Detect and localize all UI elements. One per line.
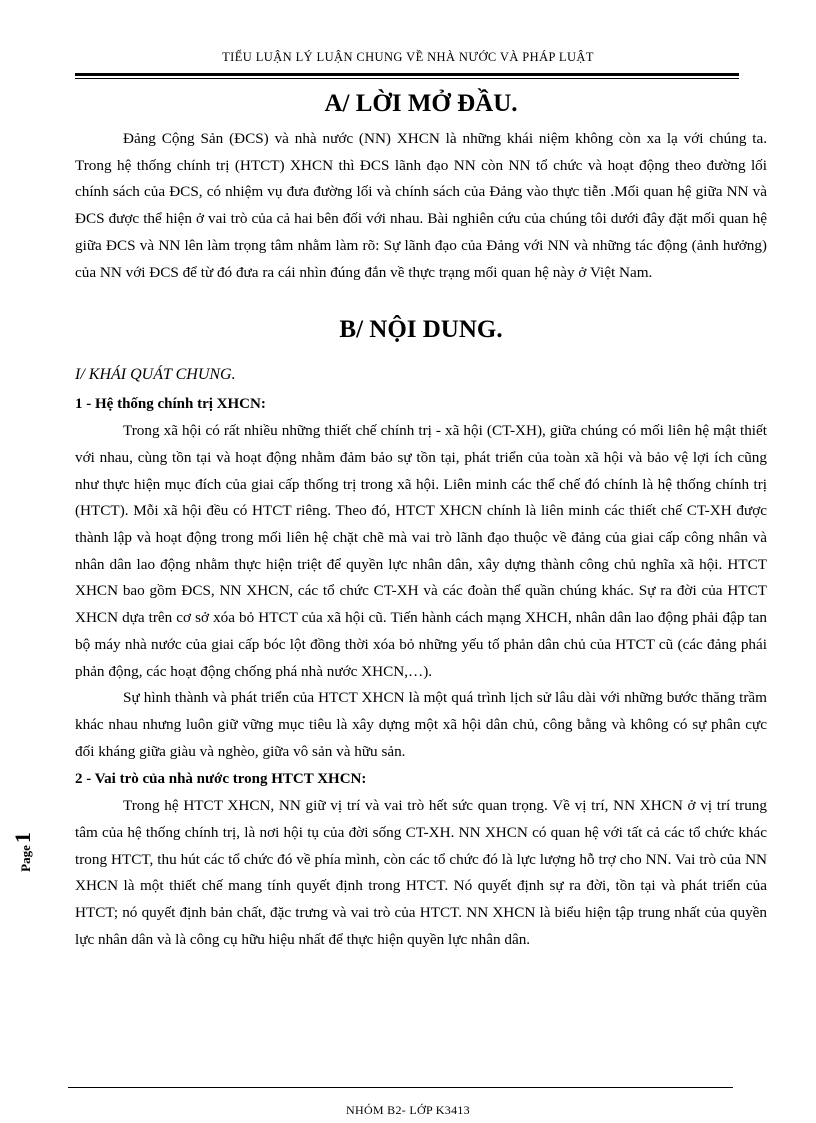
document-body — [75, 82, 767, 954]
subsection-1-heading: 1 - Hệ thống chính trị XHCN: — [75, 396, 266, 413]
section-a-title: A/ LỜI MỞ ĐẦU. — [324, 90, 518, 117]
intro-paragraph: Đảng Cộng Sản (ĐCS) và nhà nước (NN) XHCN là những khái niệm không còn xa lạ với chúng ta. Trong hệ thống chính trị (HTCT) XHCN thì ĐCS lãnh đạo NN còn NN tổ chức và hoạt động theo đường lối chính sách của ĐCS, có nhiệm vụ đưa đường lối và chính sách của Đảng vào thực tiễn .Mối quan hệ giữa NN và ĐCS được thể hiện ở vai trò của cả hai bên đối với nhau. Bài nghiên cứu của chúng tôi dưới đây đặt mối quan hệ giữa ĐCS và NN lên làm trọng tâm nhằm làm rõ: Sự lãnh đạo của Đảng với NN và những tác động (ảnh hưởng) của NN với ĐCS để từ đó đưa ra cái nhìn đúng đắn về thực trạng mối quan hệ này ở Việt Nam. — [75, 130, 767, 281]
header-rule-thick — [75, 73, 739, 76]
page-number: 1 — [10, 832, 35, 844]
subsection-2-paragraph: Trong hệ HTCT XHCN, NN giữ vị trí và vai trò hết sức quan trọng. Về vị trí, NN XHCN ở vị trí trung tâm của hệ thống chính trị, là nơi hội tụ của đời sống CT-XH. NN XHCN có quan hệ với tất cả các tổ chức khác trong HTCT, thu hút các tổ chức đó về phía mình, còn các tổ chức đó là lực lượng hỗ trợ cho NN. Vai trò của NN XHCN là một thiết chế mang tính quyết định trong HTCT. Nó quyết định sự ra đời, tồn tại và phát triển của HTCT; nó quyết định bản chất, đặc trưng và vai trò của HTCT. NN XHCN là biểu hiện tập trung nhất của quyền lực nhân dân và là công cụ hữu hiệu nhất để thực hiện quyền lực nhân dân. — [75, 797, 767, 948]
subsection-1-paragraph-2: Sự hình thành và phát triển của HTCT XHCN là một quá trình lịch sử lâu dài với những bước thăng trầm khác nhau nhưng luôn giữ vững mục tiêu là xây dựng một xã hội dân chủ, công bằng và không có sự phân cực đối kháng giữa giàu và nghèo, giữa vô sản và hữu sản. — [75, 689, 767, 760]
section-b-title: B/ NỘI DUNG. — [339, 316, 503, 344]
footer-rule — [68, 1087, 733, 1088]
part-1-heading: I/ KHÁI QUÁT CHUNG. — [75, 366, 236, 384]
page-word: Page — [18, 845, 33, 872]
running-header: TIỂU LUẬN LÝ LUẬN CHUNG VỀ NHÀ NƯỚC VÀ PHÁP LUẬT — [222, 50, 594, 64]
running-footer: NHÓM B2- LỚP K3413 — [346, 1103, 470, 1117]
subsection-2-heading: 2 - Vai trò của nhà nước trong HTCT XHCN: — [75, 771, 367, 788]
page-number-label — [10, 822, 36, 882]
subsection-1-paragraph-1: Trong xã hội có rất nhiều những thiết chế chính trị - xã hội (CT-XH), giữa chúng có mối liên hệ mật thiết với nhau, cùng tồn tại và hoạt động nhằm đảm bảo sự tồn tại, phát triển của toàn xã hội và bảo vệ lợi ích cũng như thực hiện mục đích của giai cấp thống trị trong xã hội. Liên minh các thể chế đó chính là hệ thống chính trị (HTCT). Mỗi xã hội đều có HTCT riêng. Theo đó, HTCT XHCN chính là liên minh các thiết chế CT-XH được thành lập và hoạt động trong mối liên hệ chặt chẽ mà vai trò lãnh đạo thuộc về đảng của giai cấp công nhân và nhân dân lao động nhằm thực hiện triệt để quyền lực nhân dân, xây dựng thành công chủ nghĩa xã hội. HTCT XHCN bao gồm ĐCS, NN XHCN, các tổ chức CT-XH và các đoàn thể quần chúng khác. Sự ra đời của HTCT XHCN dựa trên cơ sở xóa bỏ HTCT của xã hội cũ. Tiến hành cách mạng XHCH, nhân dân lao động phải đập tan bộ máy nhà nước của giai cấp bóc lột đồng thời xóa bỏ những yếu tố phản dân chủ của HTCT cũ (các đảng phái phản động, các hoạt động chống phá nhà nước XHCN,…). — [75, 422, 767, 680]
header-rule-thin — [75, 78, 739, 79]
